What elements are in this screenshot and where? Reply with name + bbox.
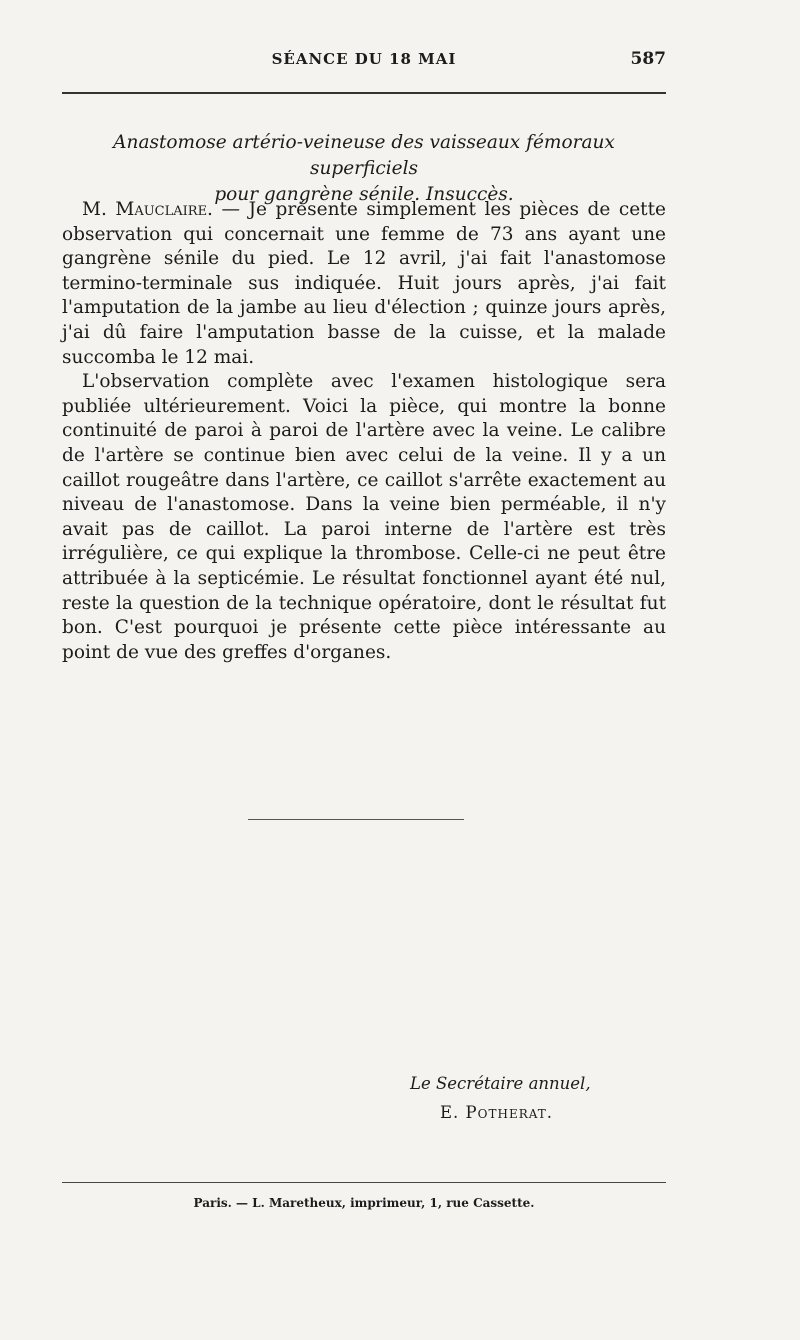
page-number: 587 [630,49,666,69]
printer-imprint: Paris. — L. Maretheux, imprimeur, 1, rue Cassette. [193,1196,535,1210]
running-head [62,50,666,80]
article-title [62,130,666,208]
speaker-name: M. Mauclaire. [82,199,213,220]
signature-name: E. Potherat. [440,1103,553,1122]
article-title-line-2: pour gangrène sénile. Insuccès. [214,184,514,205]
article-title-line-1: Anastomose artério-veineuse des vaisseaux fémoraux superficiels [113,132,615,179]
paragraph-1-text: — Je présente simplement les pièces de cette observation qui concernait une femme de 73 ans ayant une gangrène sénile du pied. Le 12 avril, j'ai fait l'anastomose termino-terminale sus indiquée. Huit jours après, j'ai fait l'amputation de la jambe au lieu d'élection ; quinze jours après, j'ai dû faire l'amputation basse de la cuisse, et la malade succomba le 12 mai. [62,199,666,368]
running-title: SÉANCE DU 18 MAI [271,50,457,68]
paragraph-2: L'observation complète avec l'examen histologique sera publiée ultérieurement. Voici la pièce, qui montre la bonne continuité de paroi à paroi de l'artère avec la veine. Le calibre de l'artère se continue bien avec celui de la veine. Il y a un caillot rougeâtre dans l'artère, ce caillot s'arrête exactement au niveau de l'anastomose. Dans la veine bien perméable, il n'y avait pas de caillot. La paroi interne de l'artère est très irrégulière, ce qui explique la thrombose. Celle-ci ne peut être attribuée à la septicémie. Le résultat fonctionnel ayant été nul, reste la question de la technique opératoire, dont le résultat fut bon. C'est pourquoi je présente cette pièce intéressante au point de vue des greffes d'organes. [62,371,666,663]
article-body [62,198,666,665]
footer-rule [62,1182,666,1183]
signature-block [380,1074,680,1122]
section-divider [248,819,464,820]
paragraph-1 [62,198,666,370]
header-rule [62,92,666,94]
signature-role: Le Secrétaire annuel, [410,1074,591,1093]
